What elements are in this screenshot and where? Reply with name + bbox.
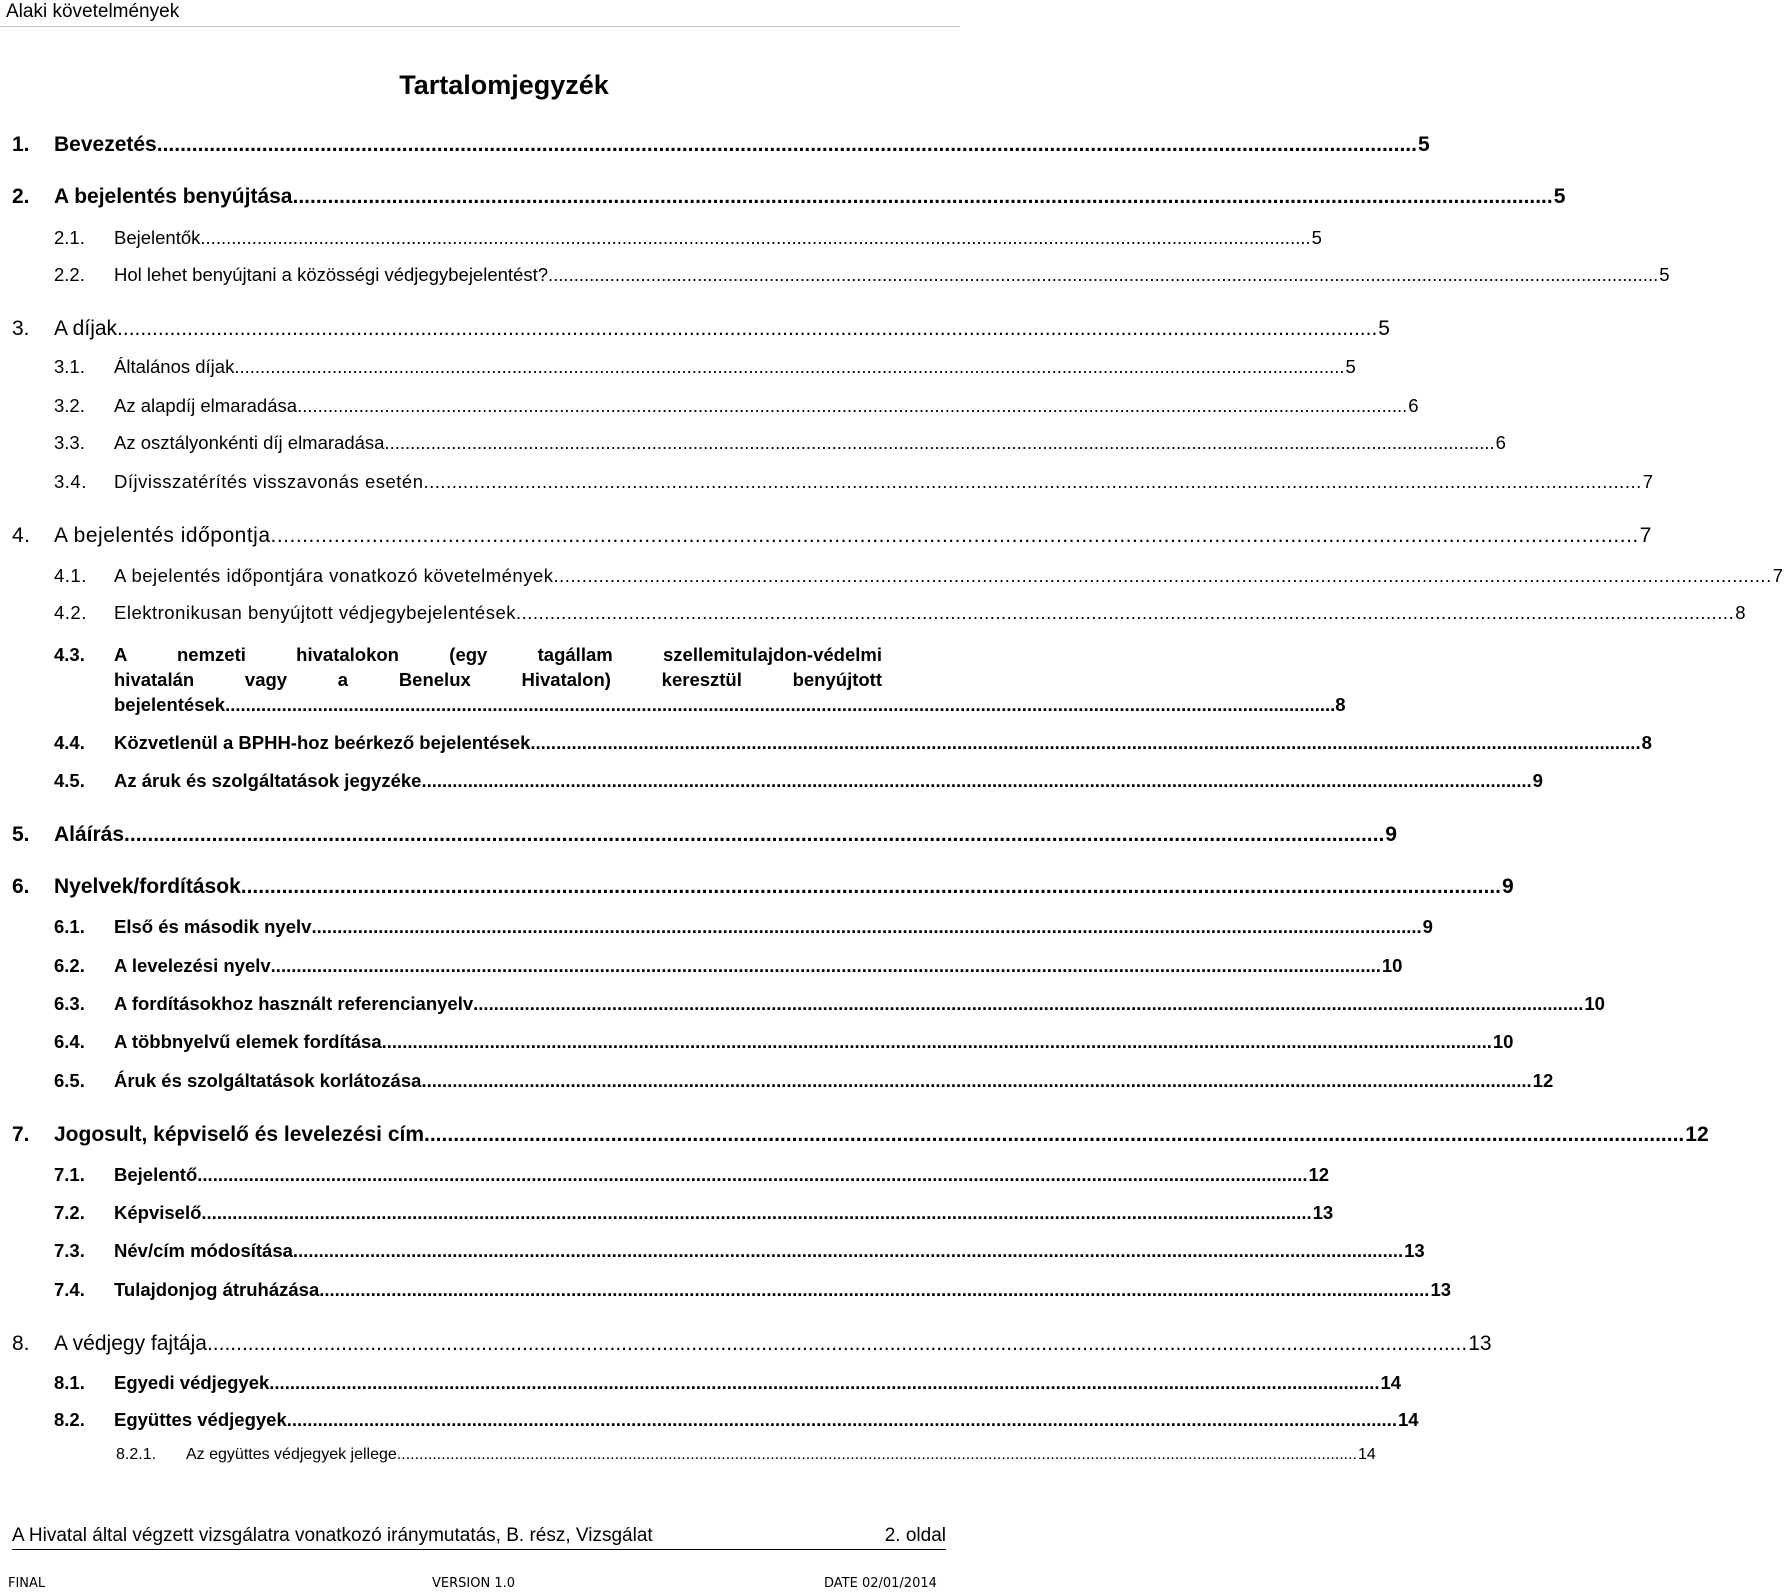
toc-entry-7[interactable]: 7. Jogosult, képviselő és levelezési cím ........................................................................................................................................................................................................................ 12 — [12, 1123, 1709, 1146]
toc-entry-3-3[interactable]: 3.3. Az osztályonkénti díj elmaradása ........................................................................................................................................................................................................................ 6 — [54, 432, 1506, 453]
toc-entry-3-2[interactable]: 3.2. Az alapdíj elmaradása ........................................................................................................................................................................................................................ 6 — [54, 395, 1419, 416]
toc-entry-4-5[interactable]: 4.5. Az áruk és szolgáltatások jegyzéke ........................................................................................................................................................................................................................ 9 — [54, 770, 1543, 791]
toc-entry-1[interactable]: 1. Bevezetés ........................................................................................................................................................................................................................ 5 — [12, 133, 1430, 156]
footer-version: VERSION 1.0 — [432, 1576, 515, 1591]
footer-date: DATE 02/01/2014 — [824, 1576, 937, 1591]
toc-title: Tartalomjegyzék — [399, 70, 609, 100]
toc-entry-6-5[interactable]: 6.5. Áruk és szolgáltatások korlátozása ........................................................................................................................................................................................................................ 12 — [54, 1070, 1554, 1091]
toc-entry-6-4[interactable]: 6.4. A többnyelvű elemek fordítása ........................................................................................................................................................................................................................ 10 — [54, 1031, 1514, 1052]
toc-entry-6[interactable]: 6. Nyelvek/fordítások ........................................................................................................................................................................................................................ 9 — [12, 875, 1514, 898]
toc-entry-3-4[interactable]: 3.4. Díjvisszatérítés visszavonás esetén ........................................................................................................................................................................................................................ 7 — [54, 471, 1654, 492]
toc-entry-4-4[interactable]: 4.4. Közvetlenül a BPHH-hoz beérkező bejelentések ........................................................................................................................................................................................................................ 8 — [54, 732, 1652, 753]
running-header-title: Alaki követelmények — [6, 1, 180, 22]
toc-entry-2[interactable]: 2. A bejelentés benyújtása ........................................................................................................................................................................................................................ 5 — [12, 185, 1566, 208]
toc-entry-8-2-1[interactable]: 8.2.1. Az együttes védjegyek jellege ........................................................................................................................................................................................................................ 14 — [116, 1446, 1376, 1463]
toc-entry-2-1[interactable]: 2.1. Bejelentők ........................................................................................................................................................................................................................ 5 — [54, 227, 1322, 248]
toc-entry-4-2[interactable]: 4.2. Elektronikusan benyújtott védjegybejelentések ........................................................................................................................................................................................................................ 8 — [54, 602, 1747, 623]
toc-entry-4-1[interactable]: 4.1. A bejelentés időpontjára vonatkozó követelmények ........................................................................................................................................................................................................................ 7 — [54, 565, 1784, 586]
toc-entry-7-2[interactable]: 7.2. Képviselő ........................................................................................................................................................................................................................ 13 — [54, 1202, 1334, 1223]
toc-entry-3-1[interactable]: 3.1. Általános díjak ........................................................................................................................................................................................................................ 5 — [54, 356, 1356, 377]
toc-entry-7-1[interactable]: 7.1. Bejelentő ........................................................................................................................................................................................................................ 12 — [54, 1164, 1330, 1185]
page-footer — [12, 1525, 946, 1547]
toc-entry-8-1[interactable]: 8.1. Egyedi védjegyek ........................................................................................................................................................................................................................ 14 — [54, 1372, 1402, 1393]
running-header — [0, 0, 960, 27]
toc-entry-7-4[interactable]: 7.4. Tulajdonjog átruházása ........................................................................................................................................................................................................................ 13 — [54, 1279, 1452, 1300]
toc-entry-6-1[interactable]: 6.1. Első és második nyelv ........................................................................................................................................................................................................................ 9 — [54, 916, 1433, 937]
toc-entry-2-2[interactable]: 2.2. Hol lehet benyújtani a közösségi védjegybejelentést? ........................................................................................................................................................................................................................ 5 — [54, 264, 1670, 285]
toc-entry-8[interactable]: 8. A védjegy fajtája ........................................................................................................................................................................................................................ 13 — [12, 1332, 1492, 1355]
footer-document-title: A Hivatal által végzett vizsgálatra vonatkozó iránymutatás, B. rész, Vizsgálat — [12, 1525, 653, 1546]
toc-entry-6-3[interactable]: 6.3. A fordításokhoz használt referencianyelv ........................................................................................................................................................................................................................ 10 — [54, 993, 1605, 1014]
footer-status: FINAL — [8, 1576, 46, 1591]
toc-entry-3[interactable]: 3. A díjak ........................................................................................................................................................................................................................ 5 — [12, 317, 1390, 340]
footer-page-label: 2. oldal — [884, 1525, 946, 1546]
footer-divider — [12, 1549, 946, 1550]
toc-entry-6-2[interactable]: 6.2. A levelezési nyelv ........................................................................................................................................................................................................................ 10 — [54, 955, 1403, 976]
toc-entry-8-2[interactable]: 8.2. Együttes védjegyek ........................................................................................................................................................................................................................ 14 — [54, 1409, 1419, 1430]
toc-entry-4[interactable]: 4. A bejelentés időpontja ........................................................................................................................................................................................................................ 7 — [12, 524, 1652, 547]
toc-entry-7-3[interactable]: 7.3. Név/cím módosítása ........................................................................................................................................................................................................................ 13 — [54, 1240, 1425, 1261]
toc-entry-5[interactable]: 5. Aláírás ........................................................................................................................................................................................................................ 9 — [12, 823, 1397, 846]
